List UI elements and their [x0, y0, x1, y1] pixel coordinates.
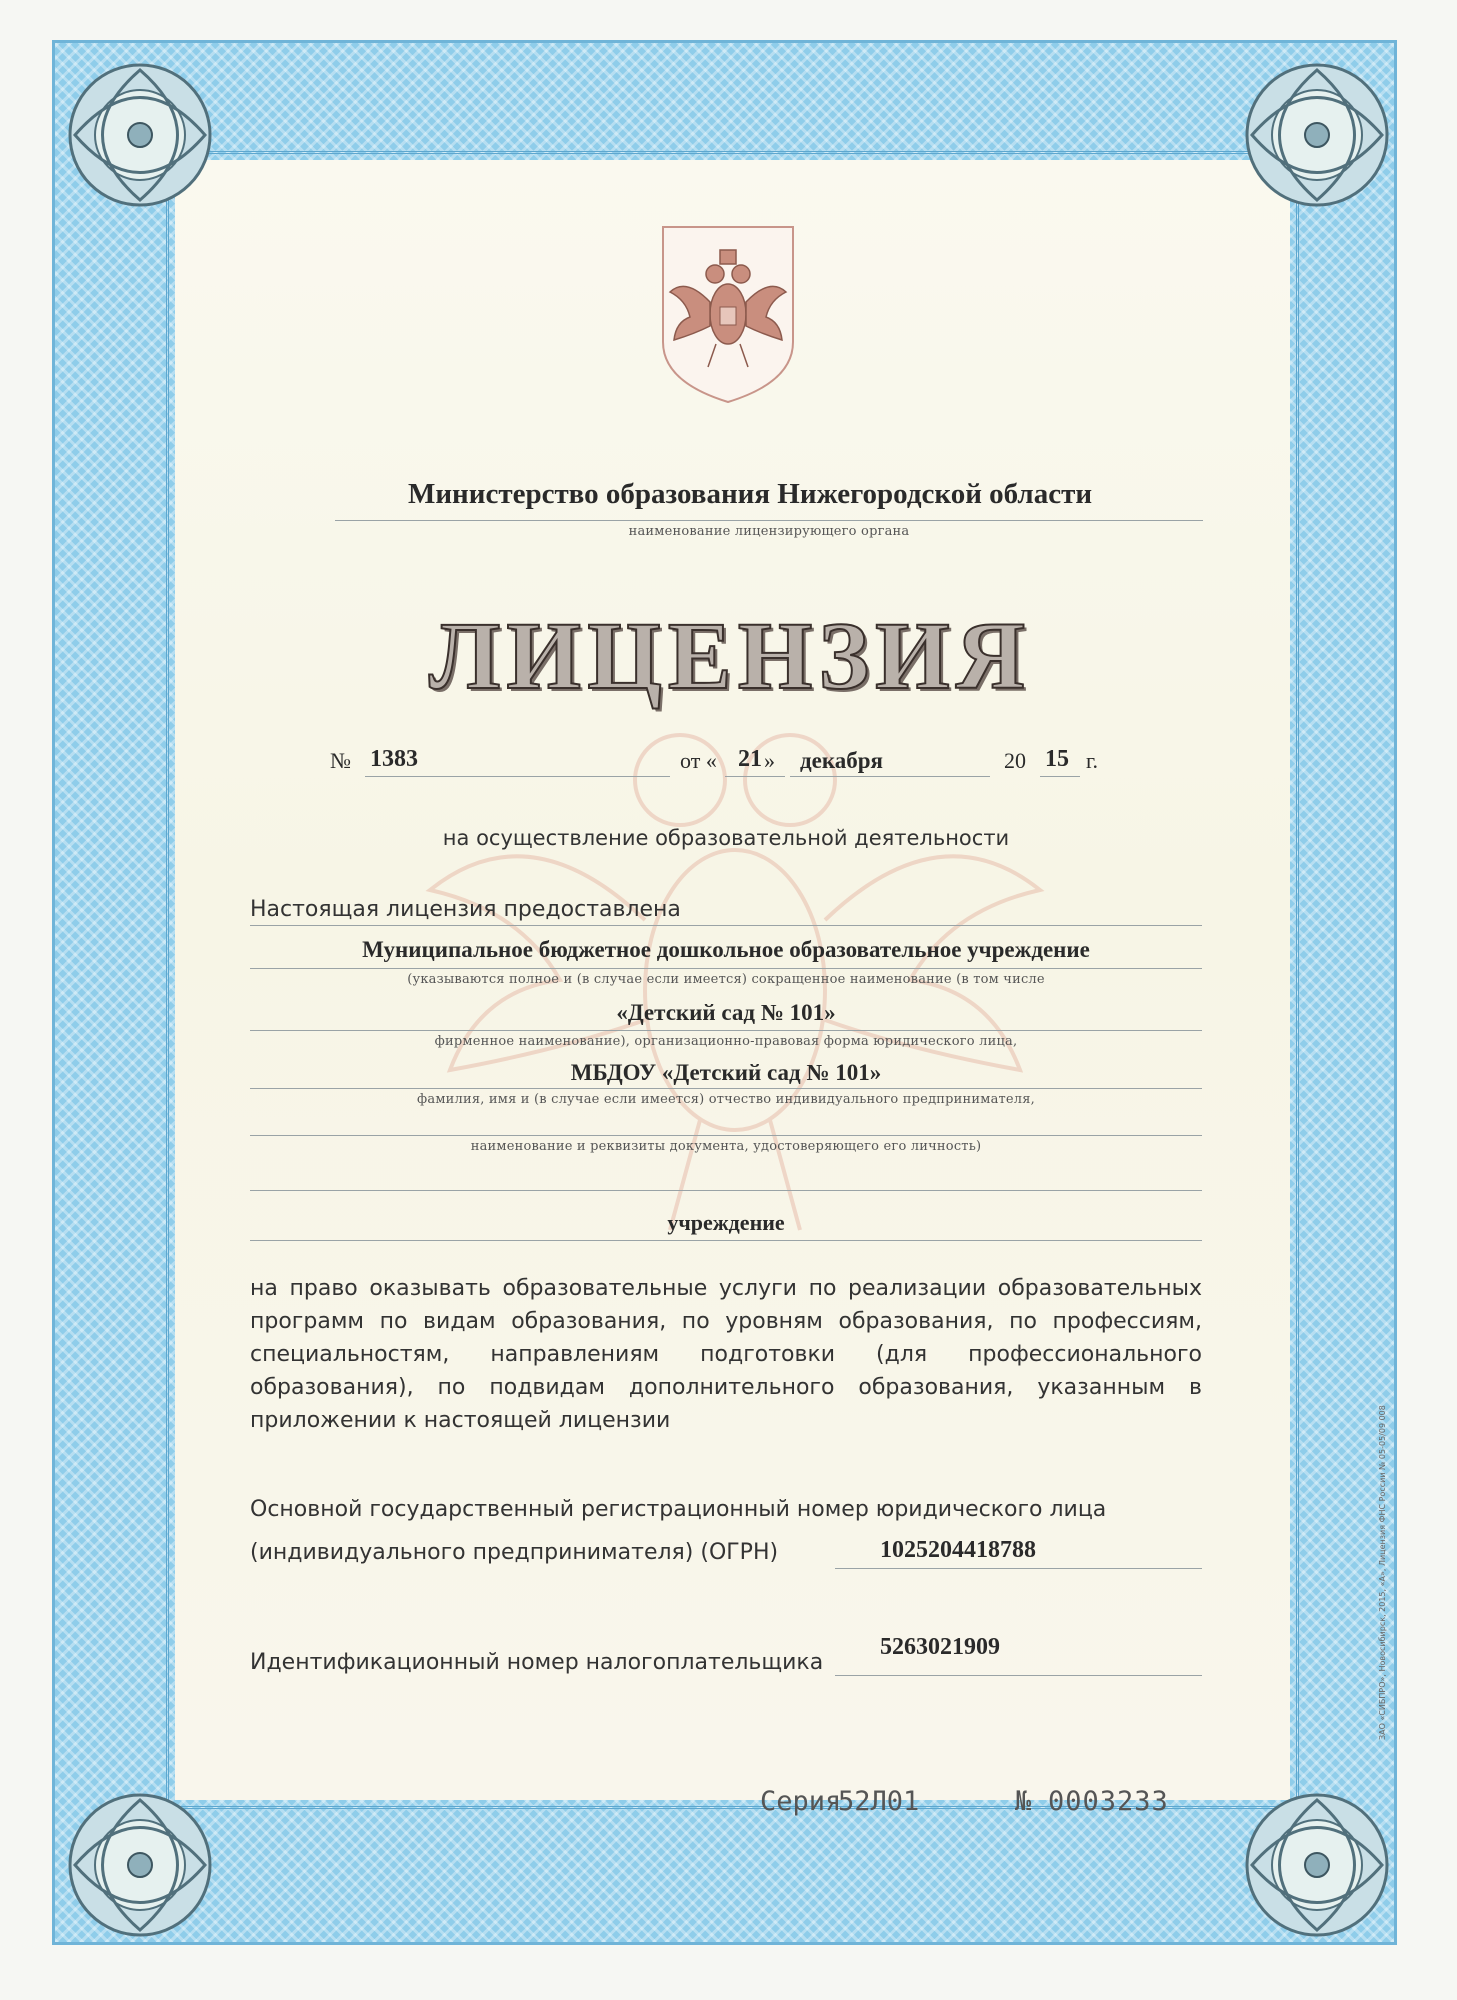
date-day-close: »	[764, 748, 775, 773]
ogrn-value: 1025204418788	[880, 1537, 1036, 1563]
holder-underline-4	[250, 1135, 1202, 1136]
holder-underline-1	[250, 968, 1202, 969]
number-underline	[365, 776, 670, 777]
holder-short-name: МБДОУ «Детский сад № 101»	[570, 1060, 882, 1085]
granted-underline	[250, 925, 1202, 926]
ogrn-label-line2: (индивидуального предпринимателя) (ОГРН)	[250, 1540, 779, 1565]
series-value: 52Л01	[838, 1786, 920, 1817]
watermark-eagle-icon	[410, 690, 1060, 1250]
document-title: ЛИЦЕНЗИЯ	[428, 602, 1032, 709]
holder-caption-4: наименование и реквизиты документа, удостоверяющего его личность)	[470, 1139, 982, 1154]
date-from-label: от «	[680, 748, 717, 773]
holder-underline-3	[250, 1088, 1202, 1089]
corner-ornament-icon	[1202, 1750, 1412, 1960]
holder-caption-1: (указываются полное и (в случае если имеется) сокращенное наименование (в том числе	[407, 972, 1045, 987]
corner-ornament-icon	[45, 40, 255, 250]
license-number: 1383	[370, 746, 418, 772]
license-day: 21	[738, 746, 762, 772]
authority-underline	[335, 520, 1203, 521]
coat-of-arms-icon	[658, 222, 798, 407]
year-prefix: 20	[1004, 748, 1026, 773]
license-number-label: №	[330, 748, 351, 773]
form-underline	[250, 1240, 1202, 1241]
printer-note: ЗАО «СИБПРО», Новосибирск, 2015, «А», Лицензия ФНС России № 05-05/09 008	[1378, 1405, 1387, 1740]
month-underline	[790, 776, 990, 777]
activity-type: на осуществление образовательной деятельности	[442, 826, 1010, 850]
granted-label: Настоящая лицензия предоставлена	[250, 897, 681, 922]
ogrn-label-line1: Основной государственный регистрационный номер юридического лица	[250, 1497, 1107, 1522]
inn-label: Идентификационный номер налогоплательщика	[250, 1650, 824, 1675]
year-label: г.	[1086, 748, 1099, 773]
year-underline	[1040, 776, 1080, 777]
corner-ornament-icon	[45, 1750, 255, 1960]
holder-underline-2	[250, 1030, 1202, 1031]
series-label: Серия	[760, 1786, 842, 1817]
blank-number-label: №	[1015, 1786, 1032, 1817]
holder-name-line2: «Детский сад № 101»	[616, 1000, 836, 1025]
holder-legal-form: учреждение	[667, 1210, 785, 1235]
holder-caption-3: фамилия, имя и (в случае если имеется) отчество индивидуального предпринимателя,	[417, 1092, 1035, 1107]
holder-caption-2: фирменное наименование), организационно-правовая форма юридического лица,	[434, 1034, 1018, 1049]
inn-underline	[835, 1675, 1202, 1676]
day-underline	[725, 776, 785, 777]
corner-ornament-icon	[1202, 40, 1412, 250]
inn-value: 5263021909	[880, 1634, 1000, 1660]
license-rights-text: на право оказывать образовательные услуги по реализации образовательных программ по видам образования, по уровням образования, по профессиям, специальностям, направлениям подготовки (для профессионального образования), по подвидам дополнительного образования, указанным в приложении к настоящей лицензии	[250, 1276, 1202, 1433]
authority-caption: наименование лицензирующего органа	[628, 524, 910, 539]
holder-underline-5	[250, 1190, 1202, 1191]
blank-number: 0003233	[1048, 1786, 1169, 1817]
license-month: декабря	[800, 748, 883, 773]
licensing-authority: Министерство образования Нижегородской области	[407, 478, 1093, 510]
year-suffix: 15	[1045, 746, 1069, 772]
holder-name-line1: Муниципальное бюджетное дошкольное образовательное учреждение	[362, 937, 1090, 962]
ogrn-underline	[835, 1568, 1202, 1569]
